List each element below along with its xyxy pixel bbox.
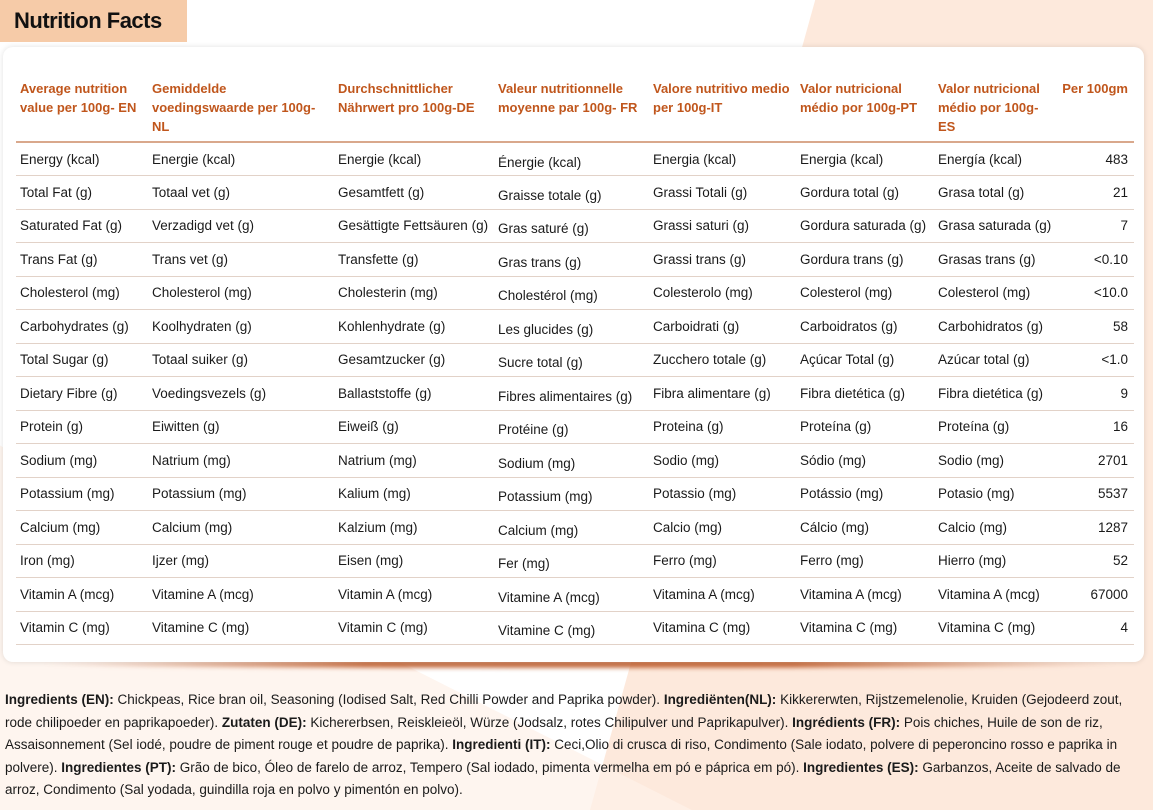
- table-row: [16, 276, 1134, 310]
- nutrient-cell: Kalzium (mg): [334, 511, 494, 545]
- nutrient-cell: Calcio (mg): [649, 511, 796, 545]
- table-body: [16, 142, 1134, 645]
- nutrient-cell: Grasas trans (g): [934, 243, 1058, 277]
- nutrient-cell: Vitamina C (mg): [649, 611, 796, 645]
- table-row: [16, 209, 1134, 243]
- ingredients-list: Grão de bico, Óleo de farelo de arroz, Tempero (Sal iodado, pimenta vermelha em pó e páprica em pó).: [176, 759, 804, 775]
- table-row: [16, 444, 1134, 478]
- nutrient-cell: Trans Fat (g): [16, 243, 148, 277]
- nutrient-cell: Ballaststoffe (g): [334, 377, 494, 411]
- nutrient-cell: Trans vet (g): [148, 243, 334, 277]
- table-row: [16, 243, 1134, 277]
- nutrient-cell: Proteína (g): [934, 410, 1058, 444]
- nutrient-cell: Sodium (mg): [16, 444, 148, 478]
- column-header: Valeur nutritionnelle moyenne par 100g- FR: [494, 67, 649, 142]
- value-cell: 21: [1058, 176, 1134, 210]
- column-header: Gemiddelde voedingswaarde per 100g-NL: [148, 67, 334, 142]
- nutrient-cell: Verzadigd vet (g): [148, 209, 334, 243]
- value-cell: 52: [1058, 544, 1134, 578]
- nutrient-cell: Potassium (mg): [148, 477, 334, 511]
- nutrient-cell: Fer (mg): [494, 544, 649, 578]
- nutrient-cell: Colesterol (mg): [796, 276, 934, 310]
- nutrient-cell: Calcio (mg): [934, 511, 1058, 545]
- table-row: [16, 544, 1134, 578]
- ingredients-label: Ingredienti (IT):: [452, 737, 551, 752]
- nutrient-cell: Fibra dietética (g): [934, 377, 1058, 411]
- nutrient-cell: Grassi trans (g): [649, 243, 796, 277]
- nutrient-cell: Ferro (mg): [796, 544, 934, 578]
- nutrient-cell: Grasa saturada (g): [934, 209, 1058, 243]
- nutrient-cell: Zucchero totale (g): [649, 343, 796, 377]
- nutrient-cell: Vitamina C (mg): [934, 611, 1058, 645]
- value-cell: 58: [1058, 310, 1134, 344]
- nutrient-cell: Energy (kcal): [16, 142, 148, 176]
- value-cell: 2701: [1058, 444, 1134, 478]
- table-row: [16, 377, 1134, 411]
- nutrient-cell: Cholesterin (mg): [334, 276, 494, 310]
- nutrient-cell: Kalium (mg): [334, 477, 494, 511]
- nutrient-cell: Gras saturé (g): [494, 209, 649, 243]
- nutrient-cell: Total Sugar (g): [16, 343, 148, 377]
- nutrient-cell: Carbohydrates (g): [16, 310, 148, 344]
- nutrient-cell: Sódio (mg): [796, 444, 934, 478]
- nutrient-cell: Energia (kcal): [649, 142, 796, 176]
- nutrient-cell: Vitamine C (mg): [148, 611, 334, 645]
- nutrient-cell: Vitamine A (mcg): [148, 578, 334, 612]
- value-cell: <1.0: [1058, 343, 1134, 377]
- nutrient-cell: Sodio (mg): [934, 444, 1058, 478]
- nutrient-cell: Saturated Fat (g): [16, 209, 148, 243]
- nutrient-cell: Kohlenhydrate (g): [334, 310, 494, 344]
- column-header: Average nutrition value per 100g- EN: [16, 67, 148, 142]
- column-header: Durchschnittlicher Nährwert pro 100g-DE: [334, 67, 494, 142]
- nutrient-cell: Fibra alimentare (g): [649, 377, 796, 411]
- nutrient-cell: Iron (mg): [16, 544, 148, 578]
- nutrient-cell: Potasio (mg): [934, 477, 1058, 511]
- nutrient-cell: Proteína (g): [796, 410, 934, 444]
- nutrient-cell: Gesamtfett (g): [334, 176, 494, 210]
- value-cell: <10.0: [1058, 276, 1134, 310]
- nutrient-cell: Cálcio (mg): [796, 511, 934, 545]
- nutrient-cell: Fibres alimentaires (g): [494, 377, 649, 411]
- nutrient-cell: Calcium (mg): [494, 511, 649, 545]
- nutrient-cell: Vitamin C (mg): [16, 611, 148, 645]
- table-row: [16, 477, 1134, 511]
- nutrient-cell: Totaal suiker (g): [148, 343, 334, 377]
- table-row: [16, 310, 1134, 344]
- nutrient-cell: Carboidrati (g): [649, 310, 796, 344]
- ingredients-label: Ingredientes (ES):: [803, 759, 919, 775]
- nutrient-cell: Proteina (g): [649, 410, 796, 444]
- nutrient-cell: Voedingsvezels (g): [148, 377, 334, 411]
- column-header: Valor nutricional médio por 100g-ES: [934, 67, 1058, 142]
- nutrient-cell: Gordura total (g): [796, 176, 934, 210]
- column-header: Valor nutricional médio por 100g-PT: [796, 67, 934, 142]
- value-cell: 1287: [1058, 511, 1134, 545]
- nutrient-cell: Eiwitten (g): [148, 410, 334, 444]
- nutrient-cell: Dietary Fibre (g): [16, 377, 148, 411]
- table-row: [16, 511, 1134, 545]
- nutrient-cell: Eisen (mg): [334, 544, 494, 578]
- nutrient-cell: Vitamina A (mcg): [796, 578, 934, 612]
- nutrient-cell: Fibra dietética (g): [796, 377, 934, 411]
- nutrient-cell: Carbohidratos (g): [934, 310, 1058, 344]
- nutrient-cell: Energía (kcal): [934, 142, 1058, 176]
- nutrient-cell: Ijzer (mg): [148, 544, 334, 578]
- nutrient-cell: Azúcar total (g): [934, 343, 1058, 377]
- nutrient-cell: Carboidratos (g): [796, 310, 934, 344]
- value-cell: 5537: [1058, 477, 1134, 511]
- value-cell: 7: [1058, 209, 1134, 243]
- value-cell: 9: [1058, 377, 1134, 411]
- nutrient-cell: Protein (g): [16, 410, 148, 444]
- nutrient-cell: Total Fat (g): [16, 176, 148, 210]
- nutrient-cell: Natrium (mg): [334, 444, 494, 478]
- nutrient-cell: Énergie (kcal): [494, 142, 649, 176]
- nutrient-cell: Vitamin A (mcg): [334, 578, 494, 612]
- ingredients-list: Ceci,Olio di crusca di riso, Condimento (Sale iodato, polvere di peperoncino rosso e paprika in polvere).: [5, 737, 1118, 775]
- nutrient-cell: Vitamina A (mcg): [649, 578, 796, 612]
- nutrient-cell: Transfette (g): [334, 243, 494, 277]
- table-row: [16, 578, 1134, 612]
- ingredients-list: Kikkererwten, Rijstzemelenolie, Kruiden (Gejodeerd zout, rode chilipoeder en paprikapoeder).: [5, 692, 1123, 730]
- nutrient-cell: Vitamin C (mg): [334, 611, 494, 645]
- nutrient-cell: Vitamine A (mcg): [494, 578, 649, 612]
- ingredients-label: Ingrediënten(NL):: [663, 692, 777, 707]
- nutrient-cell: Grassi saturi (g): [649, 209, 796, 243]
- ingredients-label: Ingrédients (FR):: [792, 714, 901, 730]
- nutrition-card: [3, 47, 1144, 662]
- nutrient-cell: Protéine (g): [494, 410, 649, 444]
- column-header: Per 100gm: [1058, 67, 1134, 142]
- nutrient-cell: Potassium (mg): [16, 477, 148, 511]
- nutrient-cell: Graisse totale (g): [494, 176, 649, 210]
- column-header: Valore nutritivo medio per 100g-IT: [649, 67, 796, 142]
- ingredients-label: Ingredients (EN):: [5, 692, 114, 707]
- nutrient-cell: Totaal vet (g): [148, 176, 334, 210]
- ingredients-list: Garbanzos, Aceite de salvado de arroz, Condimento (Sal yodada, guindilla roja en polvo y pimentón en polvo).: [5, 759, 1121, 797]
- nutrient-cell: Energie (kcal): [334, 142, 494, 176]
- nutrient-cell: Grassi Totali (g): [649, 176, 796, 210]
- ingredients-label: Ingredientes (PT):: [61, 759, 177, 775]
- nutrient-cell: Potassio (mg): [649, 477, 796, 511]
- nutrient-cell: Colesterol (mg): [934, 276, 1058, 310]
- nutrient-cell: Grasa total (g): [934, 176, 1058, 210]
- nutrition-table: [16, 67, 1134, 645]
- nutrient-cell: Vitamina C (mg): [796, 611, 934, 645]
- value-cell: 4: [1058, 611, 1134, 645]
- nutrient-cell: Potassium (mg): [494, 477, 649, 511]
- nutrient-cell: Energie (kcal): [148, 142, 334, 176]
- nutrient-cell: Koolhydraten (g): [148, 310, 334, 344]
- nutrient-cell: Gesamtzucker (g): [334, 343, 494, 377]
- table-row: [16, 176, 1134, 210]
- nutrient-cell: Gordura saturada (g): [796, 209, 934, 243]
- nutrient-cell: Potássio (mg): [796, 477, 934, 511]
- ingredients-label: Zutaten (DE):: [221, 714, 307, 730]
- nutrient-cell: Gordura trans (g): [796, 243, 934, 277]
- header-row: [16, 67, 1134, 142]
- nutrient-cell: Les glucides (g): [494, 310, 649, 344]
- page-title: Nutrition Facts: [14, 8, 162, 33]
- nutrient-cell: Gesättigte Fettsäuren (g): [334, 209, 494, 243]
- value-cell: 16: [1058, 410, 1134, 444]
- nutrient-cell: Vitamin A (mcg): [16, 578, 148, 612]
- nutrient-cell: Cholesterol (mg): [148, 276, 334, 310]
- table-row: [16, 343, 1134, 377]
- ingredients-list: Pois chiches, Huile de son de riz, Assaisonnement (Sel iodé, poudre de piment rouge et poudre de paprika).: [5, 714, 1103, 752]
- nutrient-cell: Sodium (mg): [494, 444, 649, 478]
- nutrient-cell: Sodio (mg): [649, 444, 796, 478]
- nutrient-cell: Cholestérol (mg): [494, 276, 649, 310]
- table-row: [16, 142, 1134, 176]
- ingredients-list: Chickpeas, Rice bran oil, Seasoning (Iodised Salt, Red Chilli Powder and Paprika powder).: [113, 692, 664, 707]
- nutrient-cell: Energia (kcal): [796, 142, 934, 176]
- nutrient-cell: Açúcar Total (g): [796, 343, 934, 377]
- nutrient-cell: Natrium (mg): [148, 444, 334, 478]
- value-cell: <0.10: [1058, 243, 1134, 277]
- nutrient-cell: Calcium (mg): [16, 511, 148, 545]
- title-tab: [0, 0, 187, 42]
- table-row: [16, 410, 1134, 444]
- nutrient-cell: Vitamina A (mcg): [934, 578, 1058, 612]
- nutrient-cell: Cholesterol (mg): [16, 276, 148, 310]
- table-row: [16, 611, 1134, 645]
- ingredients-text: [5, 689, 1150, 802]
- nutrient-cell: Gras trans (g): [494, 243, 649, 277]
- nutrient-cell: Hierro (mg): [934, 544, 1058, 578]
- nutrient-cell: Sucre total (g): [494, 343, 649, 377]
- nutrient-cell: Colesterolo (mg): [649, 276, 796, 310]
- value-cell: 67000: [1058, 578, 1134, 612]
- nutrient-cell: Vitamine C (mg): [494, 611, 649, 645]
- nutrient-cell: Calcium (mg): [148, 511, 334, 545]
- nutrient-cell: Eiweiß (g): [334, 410, 494, 444]
- value-cell: 483: [1058, 142, 1134, 176]
- nutrient-cell: Ferro (mg): [649, 544, 796, 578]
- ingredients-list: Kichererbsen, Reiskleieöl, Würze (Jodsalz, rotes Chilipulver und Paprikapulver).: [306, 714, 793, 730]
